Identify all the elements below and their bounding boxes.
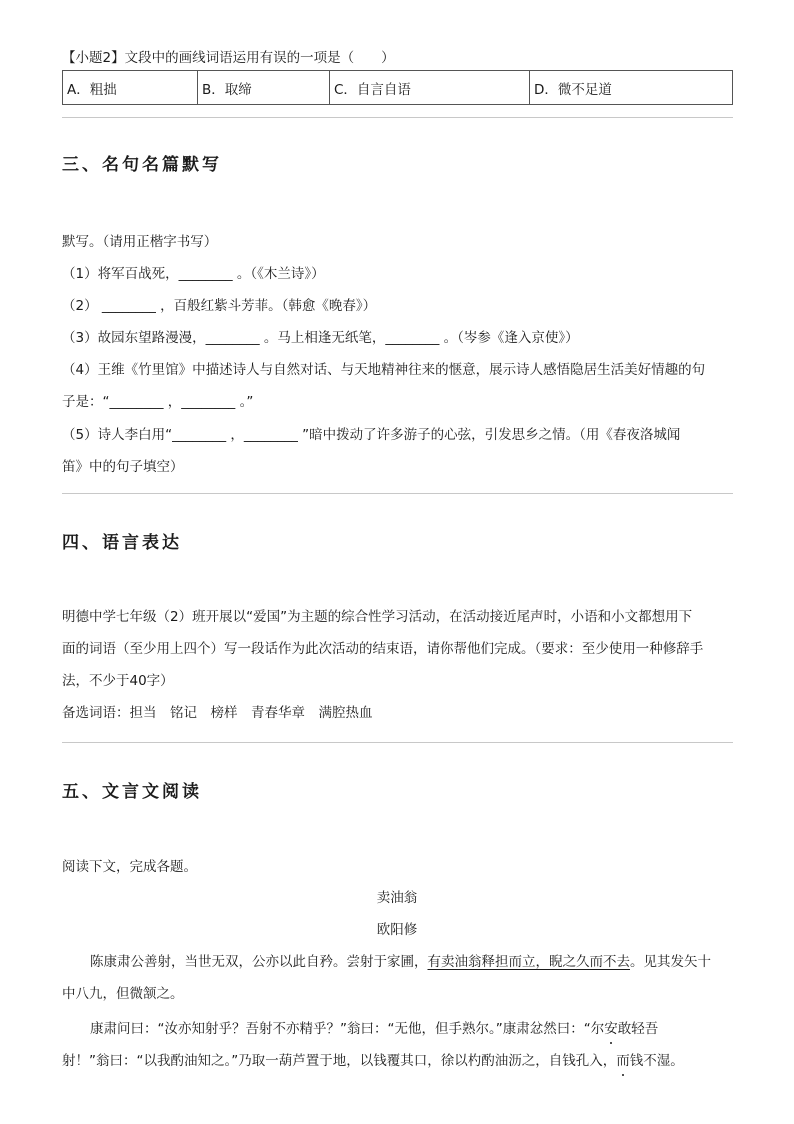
passage-paragraph-2 bbox=[90, 1017, 658, 1037]
expression-prompt-line-3: 法，不少于40字） bbox=[62, 673, 174, 689]
dictation-item-1: （1）将军百战死，________ 。（《木兰诗》） bbox=[62, 266, 325, 282]
option-b[interactable]: B．取缔 bbox=[198, 71, 330, 105]
reading-instruction: 阅读下文，完成各题。 bbox=[62, 859, 197, 875]
dictation-item-3: （3）故园东望路漫漫，________ 。马上相逢无纸笔，________ 。（岑参《逢入京使》） bbox=[62, 330, 579, 346]
section-heading-5: 五、文言文阅读 bbox=[62, 782, 202, 802]
passage-paragraph-1 bbox=[90, 950, 711, 970]
option-d[interactable]: D．微不足道 bbox=[530, 71, 733, 105]
divider bbox=[62, 117, 733, 118]
expression-prompt-line-2: 面的词语（至少用上四个）写一段话作为此次活动的结束语，请你帮他们完成。（要求：至少使用一种修辞手 bbox=[62, 641, 704, 657]
question-title: 【小题2】文段中的画线词语运用有误的一项是（ ） bbox=[62, 50, 395, 66]
passage-paragraph-2-cont bbox=[62, 1049, 684, 1069]
p1-text-before: 陈康肃公善射，当世无双，公亦以此自矜。尝射于家圃， bbox=[90, 954, 428, 970]
passage-title: 卖油翁 bbox=[376, 890, 418, 906]
p2-text-b: 敢轻吾 bbox=[617, 1021, 659, 1037]
p2-line2-text-b: 钱不湿。 bbox=[629, 1053, 684, 1069]
dictation-item-4-cont: 子是：“________ ，________ 。” bbox=[62, 394, 254, 410]
section-heading-4: 四、语言表达 bbox=[62, 533, 182, 553]
p2-text-a: 康肃问曰：“汝亦知射乎？吾射不亦精乎？”翁曰：“无他，但手熟尔。”康肃忿然曰：“尔 bbox=[90, 1021, 605, 1037]
dotted-character: 安 bbox=[604, 1021, 618, 1037]
underlined-sentence: 有卖油翁释担而立，睨之久而不去 bbox=[427, 954, 630, 970]
word-bank: 备选词语：担当 铭记 榜样 青春华章 满腔热血 bbox=[62, 705, 373, 721]
expression-prompt-line-1: 明德中学七年级（2）班开展以“爱国”为主题的综合性学习活动，在活动接近尾声时，小语和小文都想用下 bbox=[62, 609, 693, 625]
divider bbox=[62, 742, 733, 743]
dictation-item-4: （4）王维《竹里馆》中描述诗人与自然对话、与天地精神往来的惬意，展示诗人感悟隐居生活美好情趣的句 bbox=[62, 362, 706, 378]
p1-text-after: 。见其发矢十 bbox=[630, 954, 711, 970]
dictation-instruction: 默写。（请用正楷字书写） bbox=[62, 234, 218, 250]
dictation-item-5: （5）诗人李白用“________ ，________ ”暗中拨动了许多游子的心弦，引发思乡之情。（用《春夜洛城闻 bbox=[62, 427, 681, 443]
dictation-item-5-cont: 笛》中的句子填空） bbox=[62, 459, 184, 475]
passage-paragraph-1-cont: 中八九，但微颔之。 bbox=[62, 986, 184, 1002]
divider bbox=[62, 493, 733, 494]
dotted-character: 而 bbox=[616, 1053, 630, 1069]
passage-author: 欧阳修 bbox=[376, 922, 418, 938]
section-heading-3: 三、名句名篇默写 bbox=[62, 155, 222, 175]
options-table bbox=[62, 70, 733, 105]
p2-line2-text-a: 射！”翁曰：“以我酌油知之。”乃取一葫芦置于地，以钱覆其口，徐以杓酌油沥之，自钱孔入， bbox=[62, 1053, 617, 1069]
dictation-item-2: （2） ________ ，百般红紫斗芳菲。（韩愈《晚春》） bbox=[62, 298, 377, 314]
option-a[interactable]: A．粗拙 bbox=[63, 71, 198, 105]
option-c[interactable]: C．自言自语 bbox=[330, 71, 530, 105]
